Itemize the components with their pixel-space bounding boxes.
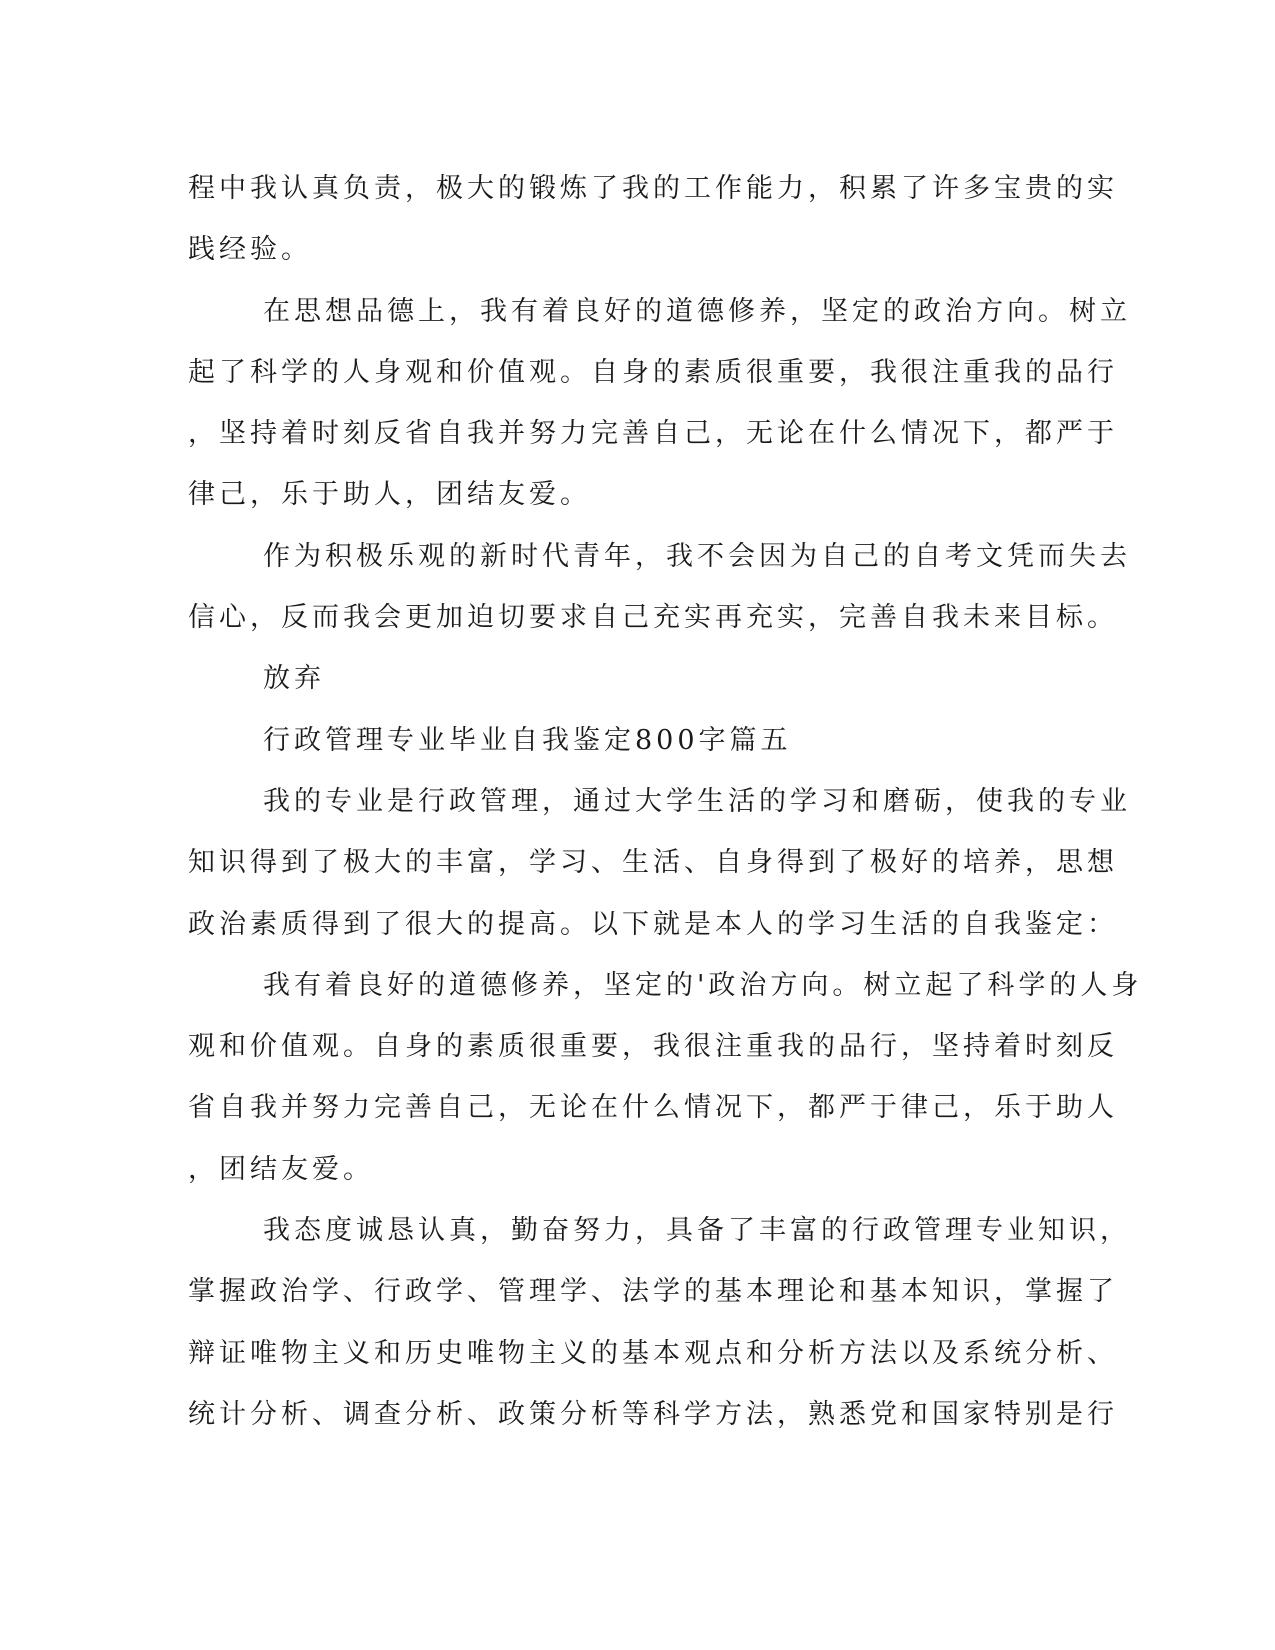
text-line: 起了科学的人身观和价值观。自身的素质很重要，我很注重我的品行 [188,356,1118,388]
paragraph-first-line: 放弃 [263,663,325,695]
text-line: 观和价值观。自身的素质很重要，我很注重我的品行，坚持着时刻反 [188,1031,1118,1063]
text-line: ，坚持着时刻反省自我并努力完善自己，无论在什么情况下，都严于 [188,418,1118,450]
section-heading: 行政管理专业毕业自我鉴定800字篇五 [263,724,792,756]
paragraph-first-line: 在思想品德上，我有着良好的道德修养，坚定的政治方向。树立 [263,295,1131,327]
paragraph-first-line: 作为积极乐观的新时代青年，我不会因为自己的自考文凭而失去 [263,540,1131,572]
text-line: 知识得到了极大的丰富，学习、生活、自身得到了极好的培养，思想 [188,847,1118,879]
text-line: 践经验。 [188,234,312,266]
text-line: 省自我并努力完善自己，无论在什么情况下，都严于律己，乐于助人 [188,1092,1118,1124]
text-line: 掌握政治学、行政学、管理学、法学的基本理论和基本知识，掌握了 [188,1276,1118,1308]
text-line: 政治素质得到了很大的提高。以下就是本人的学习生活的自我鉴定： [188,908,1118,940]
paragraph-first-line: 我有着良好的道德修养，坚定的'政治方向。树立起了科学的人身 [263,969,1143,1001]
text-line: 信心，反而我会更加迫切要求自己充实再充实，完善自我未来目标。 [188,602,1118,634]
text-line: 程中我认真负责，极大的锻炼了我的工作能力，积累了许多宝贵的实 [188,173,1118,204]
text-line: 统计分析、调查分析、政策分析等科学方法，熟悉党和国家特别是行 [188,1398,1118,1430]
text-line: 辩证唯物主义和历史唯物主义的基本观点和分析方法以及系统分析、 [188,1337,1118,1369]
text-line: ，团结友爱。 [188,1153,374,1185]
paragraph-first-line: 我态度诚恳认真，勤奋努力，具备了丰富的行政管理专业知识， [263,1215,1131,1247]
paragraph-first-line: 我的专业是行政管理，通过大学生活的学习和磨砺，使我的专业 [263,785,1131,817]
document-body [188,158,1143,1445]
text-line: 律己，乐于助人，团结友爱。 [188,479,591,511]
